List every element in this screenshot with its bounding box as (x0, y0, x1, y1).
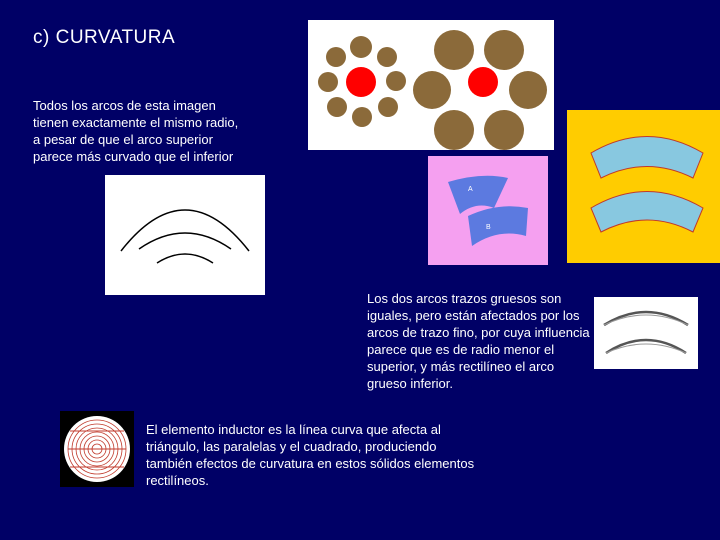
three-arcs-image (105, 175, 265, 295)
pink-ab-shapes-image (428, 156, 548, 265)
description-inductor: El elemento inductor es la línea curva que afecta al triángulo, las paralelas y el cuadrado, produciendo también efectos de curvatura en estos sólidos elementos rectilíneos. (146, 422, 475, 488)
concentric-circles-image (60, 411, 134, 487)
label-b: B (486, 224, 491, 231)
description-thick-arcs: Los dos arcos trazos gruesos son iguales, pero están afectados por los arcos de trazo fino, por cuya influencia parece que es de radio menor el superior, y más rectilíneo el arco grueso inferior. (367, 291, 590, 391)
blue-arcs-yellow-image (567, 110, 720, 263)
label-a: A (468, 186, 473, 193)
circles-illusion-image (308, 20, 554, 150)
slide-title: c) CURVATURA (33, 27, 176, 48)
thick-thin-arcs-image (594, 297, 698, 369)
description-arcs-same-radius: Todos los arcos de esta imagen tienen exactamente el mismo radio, a pesar de que el arco superior parece más curvado que el inferior (33, 98, 239, 164)
